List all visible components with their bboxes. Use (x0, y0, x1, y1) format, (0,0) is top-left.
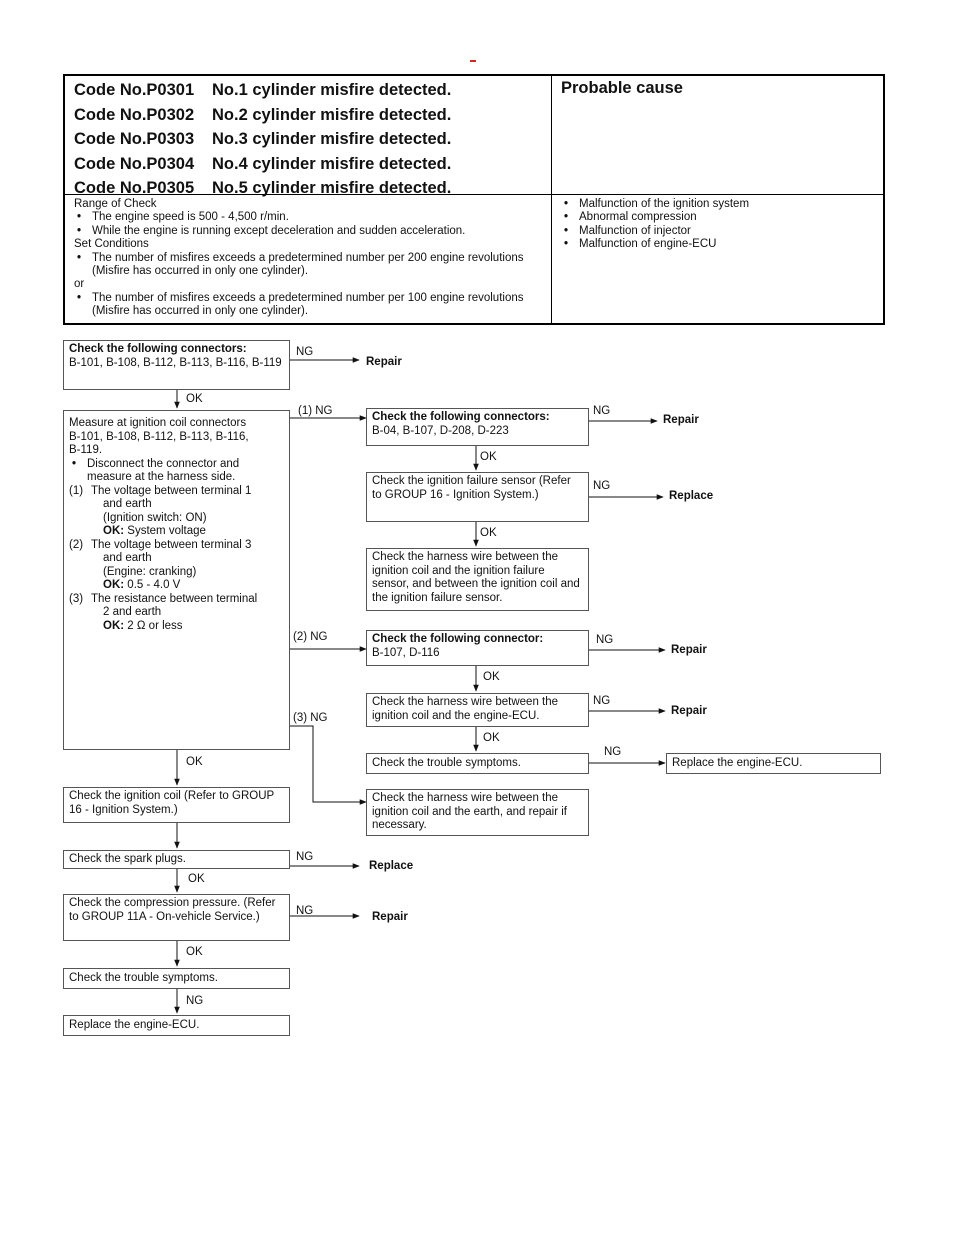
box-body: B-101, B-108, B-112, B-113, B-116, B-119 (69, 356, 282, 369)
ok-label: OK (186, 946, 203, 958)
ng-label: NG (296, 346, 314, 358)
set-condition-item: • The number of misfires exceeds a predetermined number per 100 engine revolutions (Misfire has occurred in only one cylinder). (74, 292, 544, 319)
range-item: • While the engine is running except deceleration and sudden acceleration. (74, 225, 544, 238)
repair-result: Repair (366, 356, 402, 368)
ok-label: OK (480, 451, 497, 463)
ng-label: NG (593, 480, 611, 492)
ng-label: NG (593, 405, 611, 417)
cause-item: • Malfunction of the ignition system (561, 198, 881, 211)
cause-item: • Malfunction of engine-ECU (561, 238, 881, 251)
measure-item-1: (1) The voltage between terminal 1 and earth (Ignition switch: ON) OK: System voltage (69, 484, 252, 537)
box-title: Check the following connectors: (69, 343, 247, 355)
ng-branch-1-label: (1) NG (298, 405, 333, 417)
replace-engine-ecu-box: Replace the engine-ECU. (63, 1015, 290, 1036)
repair-result: Repair (671, 644, 707, 656)
code-row: Code No.P0302 No.2 cylinder misfire detected. (74, 105, 452, 124)
check-compression-box: Check the compression pressure. (Refer to GROUP 11A - On-vehicle Service.) (63, 894, 290, 941)
check-harness-ecu-box: Check the harness wire between the ignition coil and the engine-ECU. (366, 693, 589, 727)
box-title: Check the following connectors: (372, 411, 550, 423)
ng-label: NG (296, 905, 314, 917)
ng-label: NG (604, 746, 622, 758)
check-connectors-box (63, 340, 290, 390)
replace-result: Replace (369, 860, 414, 872)
repair-result: Repair (671, 705, 707, 717)
box-title: Check the following connector: (372, 633, 544, 645)
set-condition-item: • The number of misfires exceeds a predetermined number per 200 engine revolutions (Misfire has occurred in only one cylinder). (74, 252, 544, 279)
check-connectors-box (366, 408, 589, 446)
box-line: B-101, B-108, B-112, B-113, B-116, (69, 430, 249, 443)
probable-cause-heading: Probable cause (561, 79, 683, 97)
range-title: Range of Check (74, 198, 157, 210)
check-ignition-coil-box: Check the ignition coil (Refer to GROUP 16 - Ignition System.) (63, 787, 290, 823)
check-ignition-failure-sensor-box: Check the ignition failure sensor (Refer to GROUP 16 - Ignition System.) (366, 472, 589, 522)
check-connector-box (366, 630, 589, 666)
range-item: • The engine speed is 500 - 4,500 r/min. (74, 211, 544, 224)
box-line: Measure at ignition coil connectors (69, 417, 247, 429)
cause-item: • Abnormal compression (561, 211, 881, 224)
measure-item-2: (2) The voltage between terminal 3 and earth (Engine: cranking) OK: 0.5 - 4.0 V (69, 538, 252, 591)
ng-branch-2-label: (2) NG (293, 631, 328, 643)
check-trouble-symptoms-box: Check the trouble symptoms. (366, 753, 589, 774)
box-body: B-04, B-107, D-208, D-223 (372, 424, 509, 437)
measure-ignition-coil-box (63, 410, 290, 750)
replace-engine-ecu-box: Replace the engine-ECU. (666, 753, 881, 774)
measure-item-3: (3) The resistance between terminal 2 and earth OK: 2 Ω or less (69, 592, 258, 632)
code-row: Code No.P0303 No.3 cylinder misfire detected. (74, 130, 452, 148)
box-bullet: • Disconnect the connector and measure at the harness side. (69, 458, 284, 485)
box-line: B-119. (69, 444, 103, 456)
set-conditions-title: Set Conditions (74, 238, 149, 251)
code-row: Code No.P0305 No.5 cylinder misfire detected. (74, 179, 452, 197)
ok-label: OK (483, 671, 500, 683)
ng-branch-3-label: (3) NG (293, 712, 328, 724)
ng-label: NG (186, 995, 204, 1007)
replace-result: Replace (669, 490, 714, 502)
ok-label: OK (480, 527, 497, 539)
check-harness-earth-box: Check the harness wire between the ignition coil and the earth, and repair if necessary. (366, 789, 589, 836)
or-text: or (74, 278, 85, 291)
box-body: B-107, D-116 (372, 646, 440, 659)
code-row: Code No.P0304 No.4 cylinder misfire detected. (74, 154, 452, 173)
repair-result: Repair (663, 414, 699, 426)
check-harness-sensor-box: Check the harness wire between the ignition coil and the ignition failure sensor, and between the ignition coil and the ignition failure sensor. (366, 548, 589, 611)
ok-label: OK (188, 873, 205, 885)
ok-label: OK (483, 732, 500, 744)
check-trouble-symptoms-box: Check the trouble symptoms. (63, 968, 290, 989)
ng-label: NG (596, 634, 614, 646)
code-row: Code No.P0301 No.1 cylinder misfire detected. (74, 81, 452, 99)
ng-label: NG (593, 695, 611, 707)
check-spark-plugs-box: Check the spark plugs. (63, 850, 290, 869)
cause-item: • Malfunction of injector (561, 225, 881, 238)
ng-label: NG (296, 851, 314, 863)
repair-result: Repair (372, 911, 408, 923)
ok-label: OK (186, 393, 203, 405)
ok-label: OK (186, 756, 203, 768)
